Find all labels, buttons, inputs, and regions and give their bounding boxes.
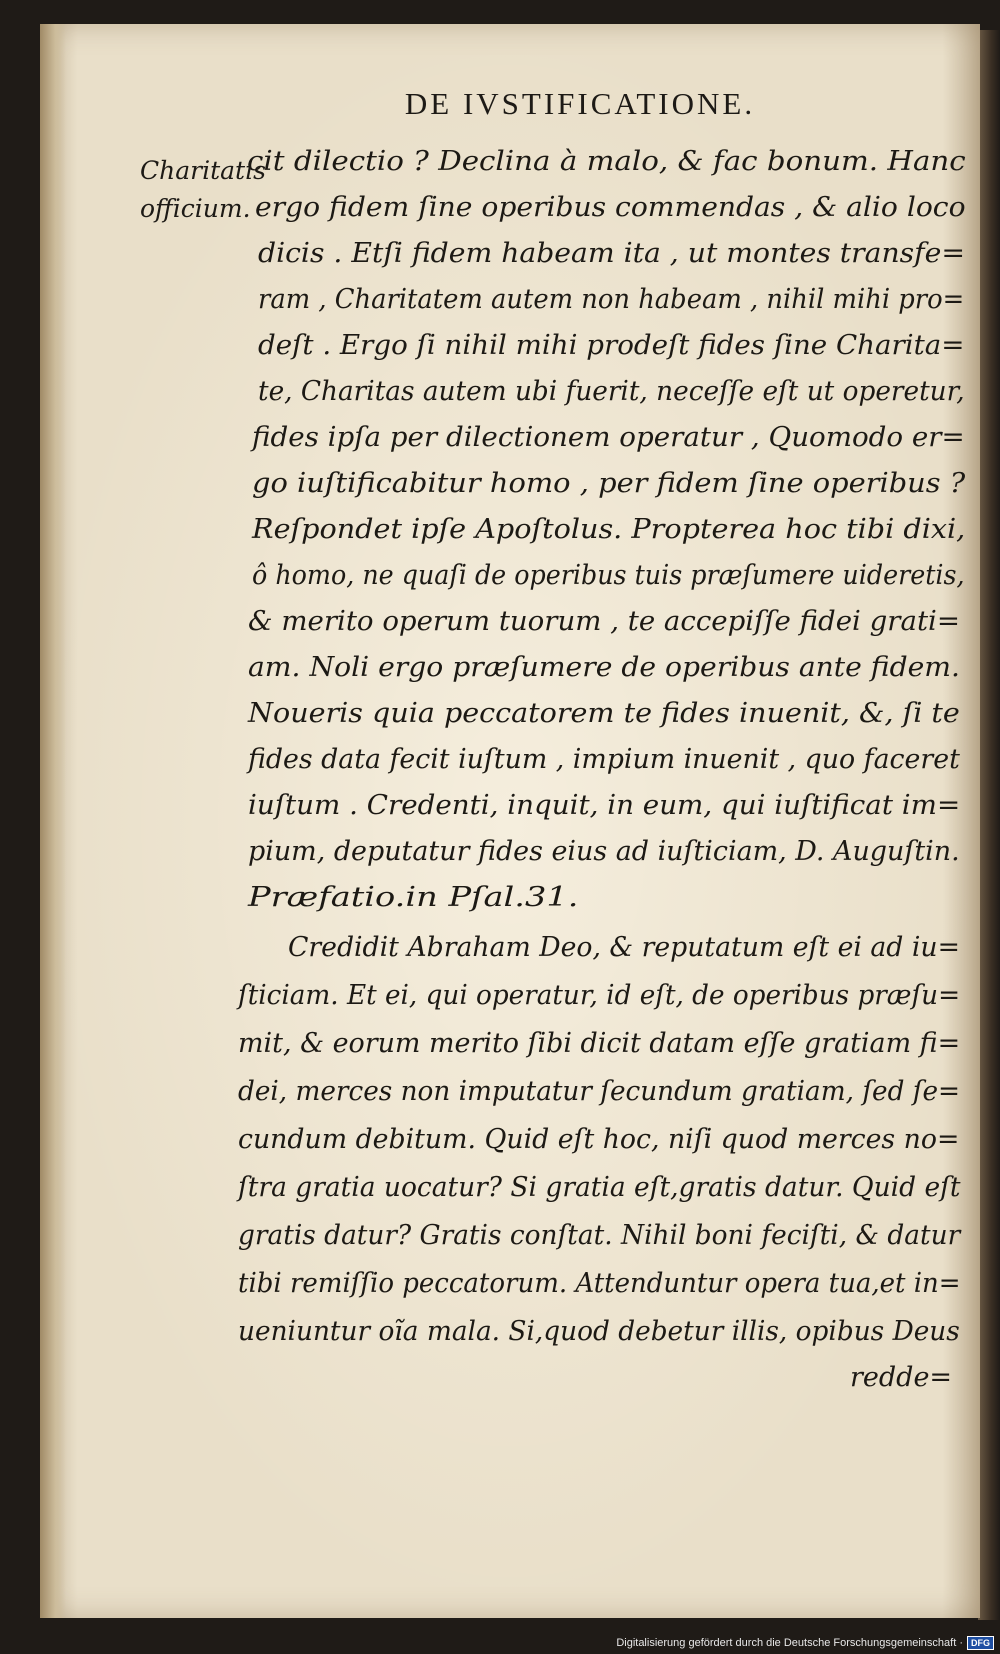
text-line: cundum debitum. Quid eſt hoc, niſi quod merces no= — [238, 1124, 960, 1155]
text-line: ô homo, ne quaſi de operibus tuis præſumere uideretis, — [252, 560, 965, 591]
digitization-credit — [616, 1636, 994, 1650]
text-line: Noueris quia peccatorem te fides inuenit, &, ſi te — [248, 698, 960, 729]
text-line: Credidit Abraham Deo, & reputatum eſt ei ad iu= — [288, 932, 960, 963]
text-line: dicis . Etſi fidem habeam ita , ut montes transfe= — [258, 238, 965, 269]
marginal-note-line: officium. — [140, 194, 251, 223]
text-line: te, Charitas autem ubi fuerit, neceſſe eſt ut operetur, — [258, 376, 965, 407]
credit-text: Digitalisierung gefördert durch die Deutsche Forschungsgemeinschaft · — [616, 1637, 963, 1649]
text-line: fides data fecit iuſtum , impium inuenit , quo faceret — [248, 744, 960, 775]
catchword: redde= — [850, 1362, 953, 1393]
page-gutter — [40, 24, 66, 1618]
text-line: mit, & eorum merito ſibi dicit datam eſſe gratiam fi= — [238, 1028, 961, 1059]
book-page — [40, 24, 980, 1618]
text-line: & merito operum tuorum , te accepiſſe fidei grati= — [248, 606, 960, 637]
text-line: tibi remiſſio peccatorum. Attenduntur opera tua,et in= — [238, 1268, 961, 1299]
text-line: ſtra gratia uocatur? Si gratia eſt,gratis datur. Quid eſt — [238, 1172, 961, 1203]
running-head: DE IVSTIFICATIONE. — [404, 86, 756, 121]
text-line: ergo fidem ſine operibus commendas , & alio loco — [255, 192, 966, 223]
text-line: Præfatio.in Pſal.31. — [248, 882, 579, 913]
marginal-note-line: Charitatis — [140, 156, 266, 185]
text-line: deſt . Ergo ſi nihil mihi prodeſt fides ſine Charita= — [258, 330, 965, 361]
text-line: ſticiam. Et ei, qui operatur, id eſt, de operibus præſu= — [238, 980, 961, 1011]
text-line: ueniuntur oĩa mala. Si,quod debetur illis, opibus Deus — [238, 1316, 960, 1347]
text-line: Reſpondet ipſe Apoſtolus. Propterea hoc tibi dixi, — [252, 514, 966, 545]
book-edge — [978, 30, 1000, 1620]
text-line: iuſtum . Credenti, inquit, in eum, qui iuſtificat im= — [248, 790, 961, 821]
dfg-logo: DFG — [967, 1636, 994, 1650]
text-line: am. Noli ergo præſumere de operibus ante fidem. — [248, 652, 960, 683]
text-line: go iuſtificabitur homo , per fidem ſine operibus ? — [252, 468, 966, 499]
text-line: dei, merces non imputatur ſecundum gratiam, ſed ſe= — [238, 1076, 961, 1107]
text-line: fides ipſa per dilectionem operatur , Quomodo er= — [252, 422, 965, 453]
text-line: cit dilectio ? Declina à malo, & fac bonum. Hanc — [247, 146, 966, 177]
text-line: gratis datur? Gratis conſtat. Nihil boni feciſti, & datur — [238, 1220, 961, 1251]
text-line: pium, deputatur fides eius ad iuſticiam, D. Auguſtin. — [248, 836, 960, 867]
text-line: ram , Charitatem autem non habeam , nihil mihi pro= — [258, 284, 965, 315]
